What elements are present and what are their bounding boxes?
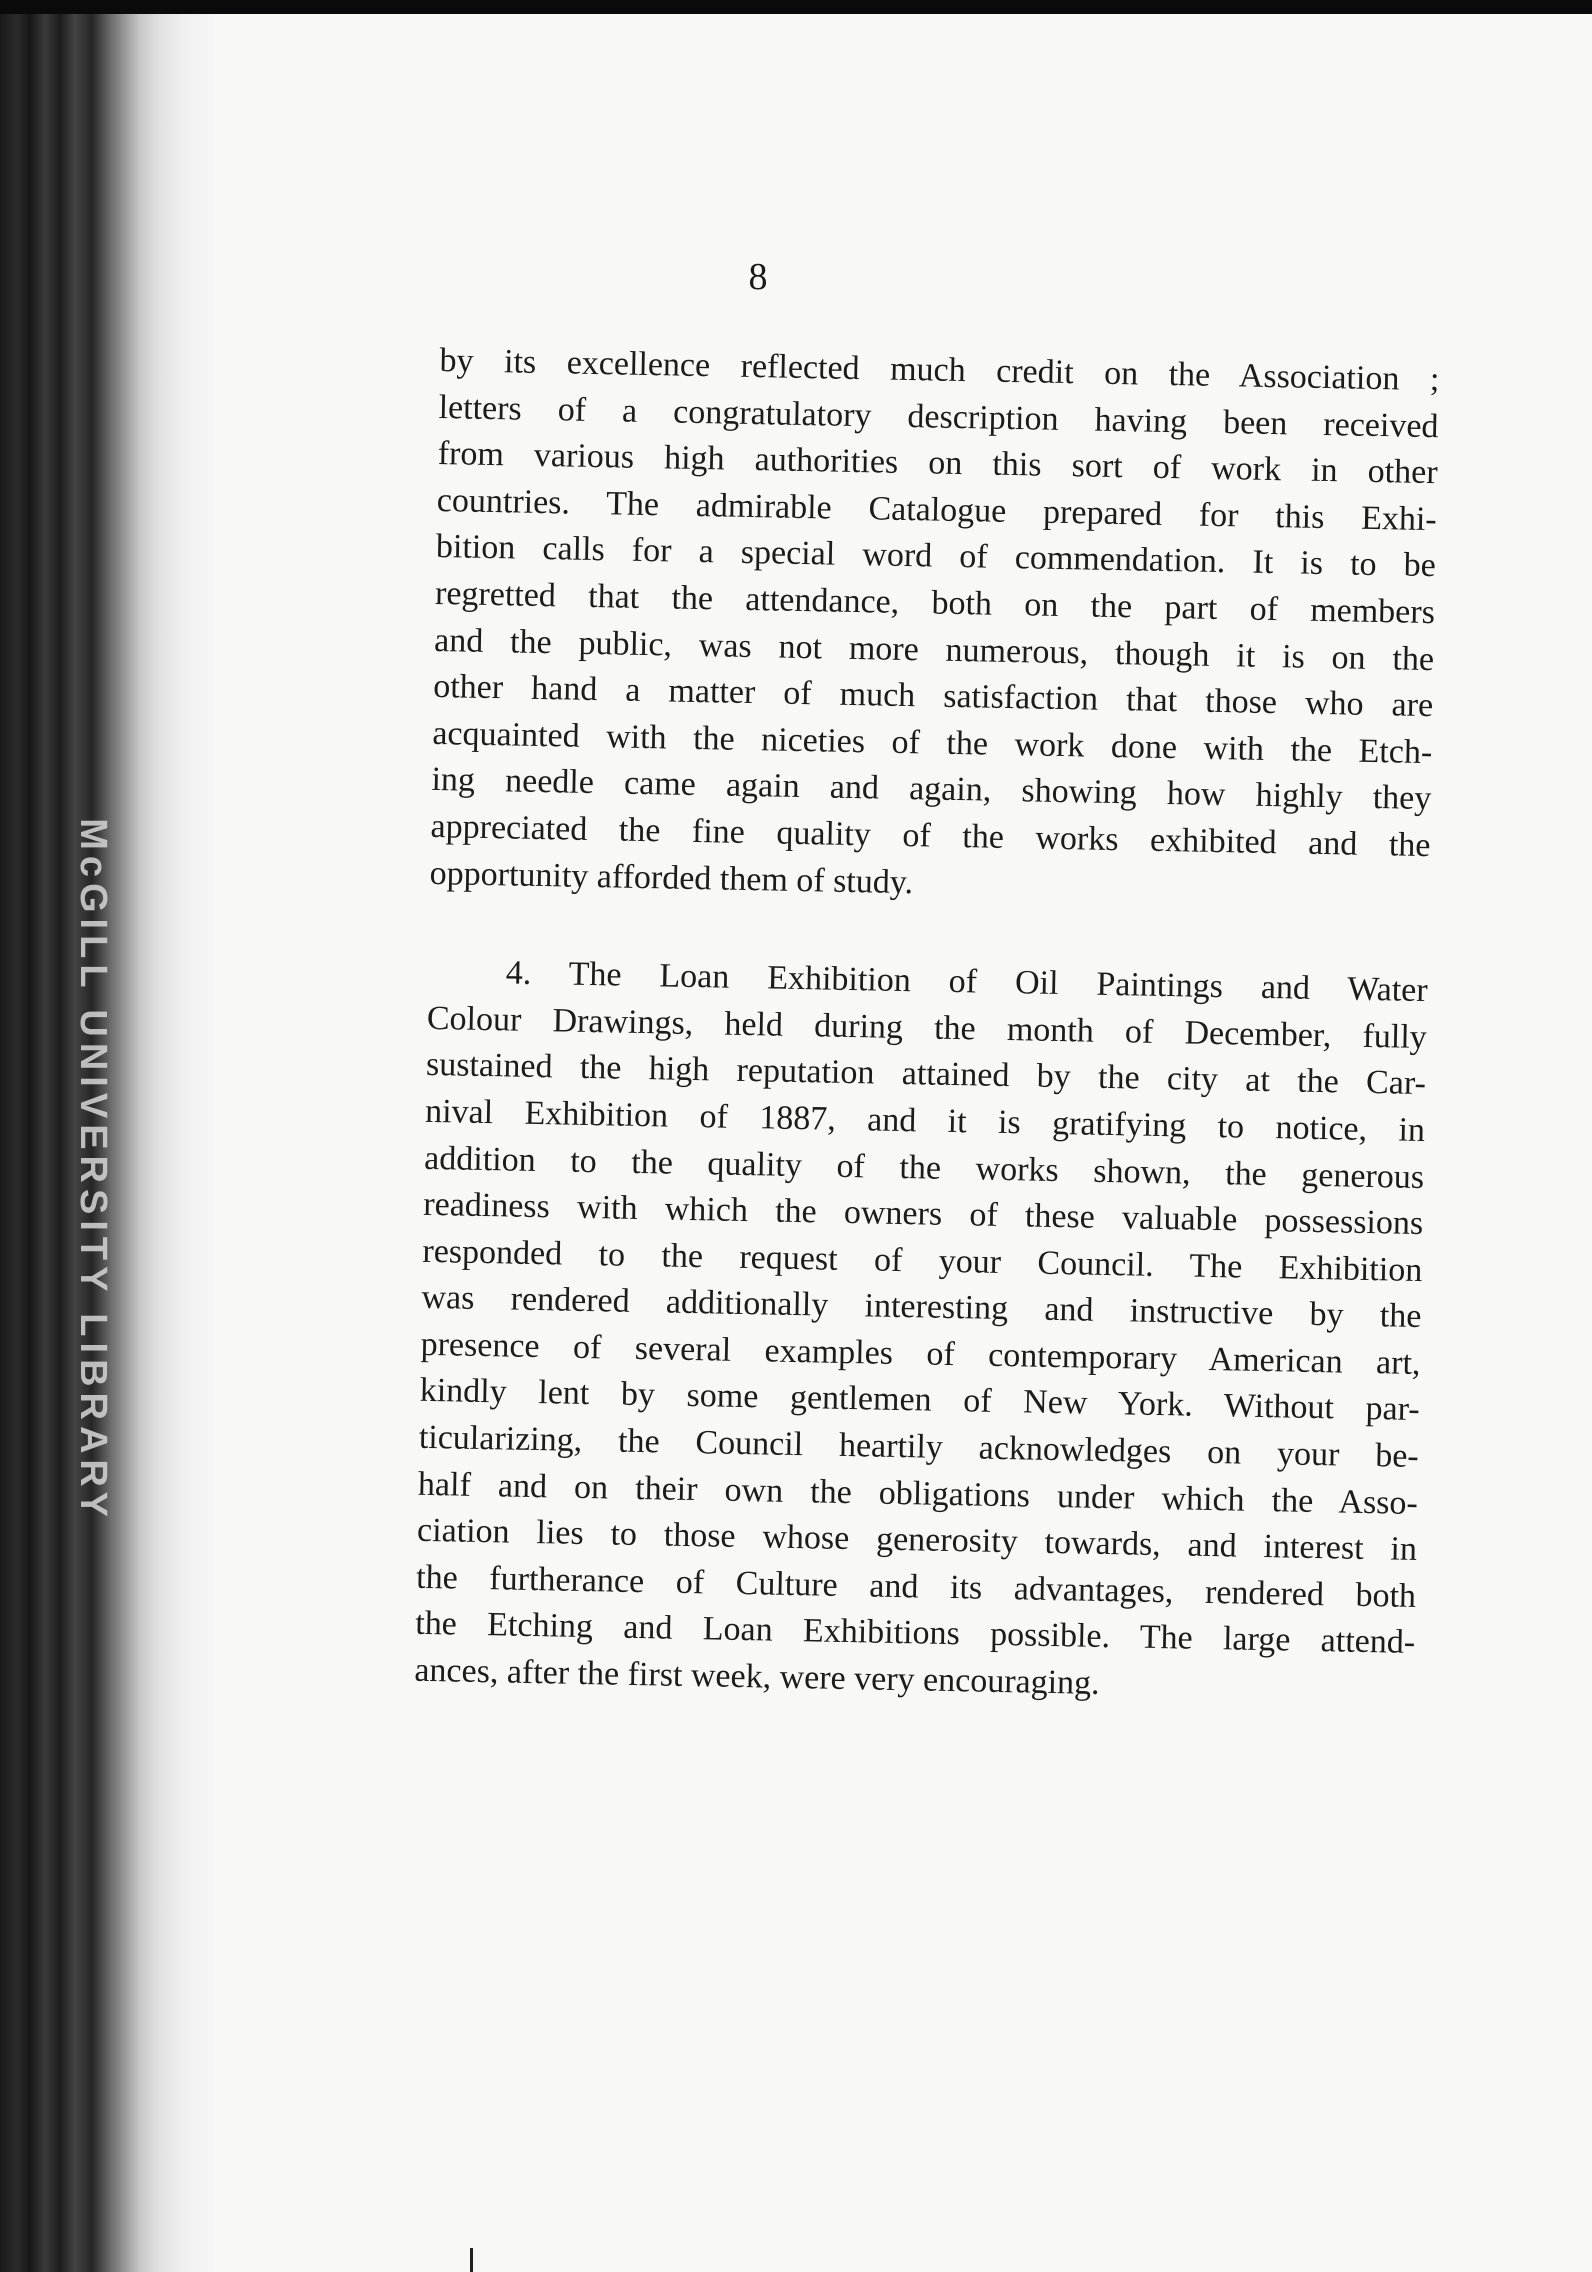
- paragraph-1: [429, 338, 1440, 916]
- text-line: responded to the request of your Council. The Exhibition: [422, 1232, 1423, 1289]
- text-line: kindly lent by some gentlemen of New York. Without par-: [419, 1372, 1420, 1429]
- text-line: acquainted with the niceties of the work done with the Etch-: [432, 714, 1433, 771]
- book-spine: [0, 0, 215, 2272]
- text-line: the furtherance of Culture and its advantages, rendered both: [415, 1558, 1417, 1615]
- text-line: bition calls for a special word of commendation. It is to be: [435, 528, 1437, 585]
- text-line: ticularizing, the Council heartily acknowledges on your be-: [418, 1418, 1420, 1476]
- paragraph-2: [414, 949, 1428, 1714]
- text-line: addition to the quality of the works shown, the generous: [423, 1139, 1425, 1196]
- text-line: opportunity afforded them of study.: [429, 854, 914, 901]
- page-number: 8: [748, 256, 768, 298]
- text-line: and the public, was not more numerous, though it is on the: [433, 621, 1435, 678]
- text-line: regretted that the attendance, both on the part of members: [434, 574, 1436, 632]
- scan-top-edge: [0, 0, 1592, 14]
- text-line: half and on their own the obligations under which the Asso-: [417, 1465, 1419, 1522]
- text-line: appreciated the fine quality of the works exhibited and the: [430, 807, 1431, 865]
- body-text: [414, 338, 1440, 1714]
- text-line: nival Exhibition of 1887, and it is gratifying to notice, in: [424, 1092, 1426, 1149]
- library-stamp: [62, 760, 122, 1580]
- text-line: countries. The admirable Catalogue prepared for this Exhi-: [436, 481, 1438, 538]
- library-stamp-text: McGILL UNIVERSITY LIBRARY: [71, 817, 114, 1523]
- text-line: from various high authorities on this sort of work in other: [437, 435, 1438, 492]
- text-line: other hand a matter of much satisfaction that those who are: [432, 668, 1434, 725]
- text-line: 4. The Loan Exhibition of Oil Paintings and Water: [505, 954, 1429, 1010]
- text-line: ciation lies to those whose generosity towards, and interest in: [416, 1512, 1418, 1569]
- text-line: readiness with which the owners of these valuable possessions: [423, 1185, 1424, 1243]
- text-line: presence of several examples of contemporary American art,: [420, 1325, 1421, 1382]
- text-line: letters of a congratulatory description having been received: [438, 388, 1439, 445]
- text-line: ances, after the first week, were very encouraging.: [414, 1651, 1100, 1702]
- text-line: the Etching and Loan Exhibitions possible. The large attend-: [414, 1605, 1416, 1662]
- text-line: Colour Drawings, held during the month of December, fully: [426, 999, 1428, 1056]
- scan-edge-mark: [470, 2248, 473, 2272]
- text-line: by its excellence reflected much credit on the Association ;: [439, 341, 1440, 399]
- text-line: ing needle came again and again, showing how highly they: [431, 761, 1432, 818]
- text-line: was rendered additionally interesting and instructive by the: [421, 1279, 1422, 1336]
- text-line: sustained the high reputation attained by the city at the Car-: [425, 1046, 1427, 1103]
